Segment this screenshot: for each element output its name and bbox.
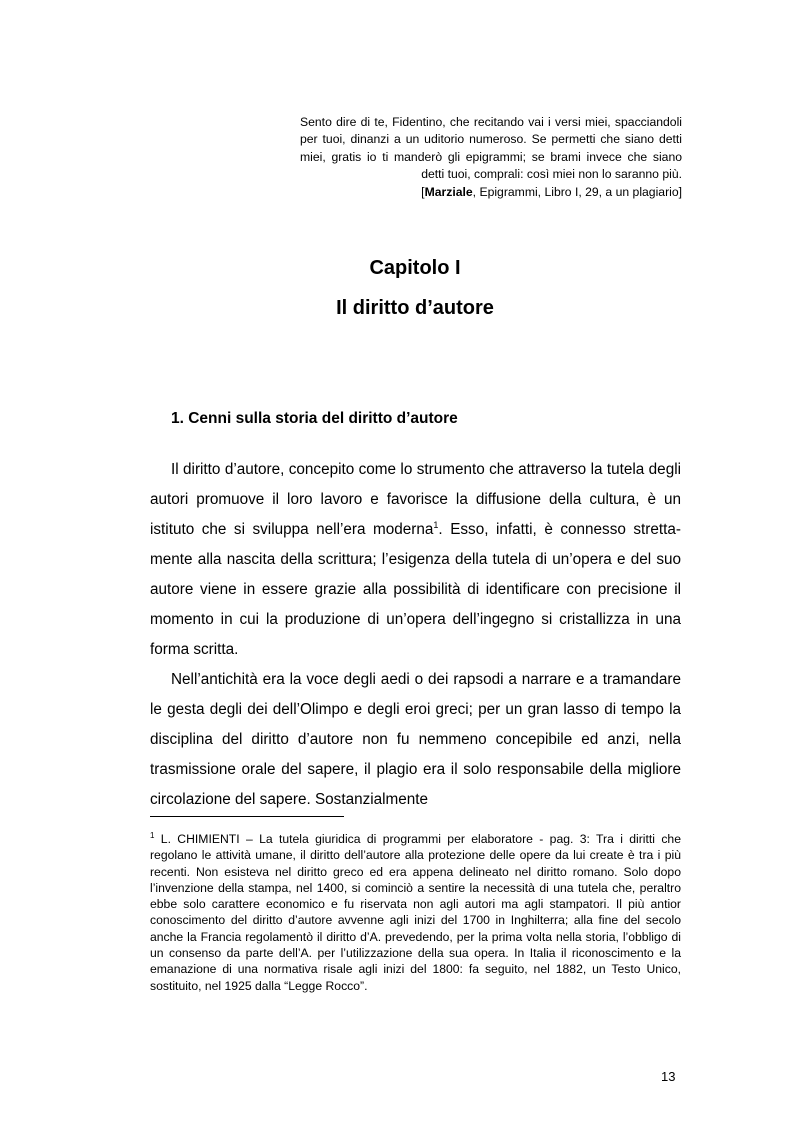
epigraph-author: Marziale: [424, 184, 473, 199]
epigraph-quote: Sento dire di te, Fidentino, che recitando vai i versi miei, spacciandoli per tuoi, dinanzi a un uditorio numeroso. Se permetti che siano detti miei, gratis io ti manderò gli epigrammi; se brami invece che siano detti tuoi, comprali: così miei non lo saranno più.: [300, 115, 682, 182]
footnote-separator: [150, 816, 344, 817]
paragraph-2: Nell’antichità era la voce degli aedi o dei rapsodi a narrare e a tramandare le gesta degli dei dell’Olimpo e degli eroi greci; per un gran lasso di tempo la disciplina del diritto d’autore non fu nemmeno concepibile ed anzi, nella trasmissione orale del sapere, il plagio era il solo responsabile della migliore circolazione del sapere. Sostanzialmente: [150, 671, 681, 808]
footnote-text: L. CHIMIENTI – La tutela giuridica di programmi per elaboratore - pag. 3: Tra i diritti che regolano le attività umane, il diritto dell’autore alla protezione delle opere da lui create è tra i più recenti. Non esisteva nel diritto greco ed era appena delineato nel diritto romano. Solo dopo l’invenzione della stampa, nel 1400, si cominciò a sentire la necessità di una tutela che, peraltro ebbe solo carattere economico e fu riservata non agli autori ma agli stampatori. Il più antior conoscimento del diritto d’autore avvenne agli inizi del 1700 in Inghilterra; alla fine del secolo anche la Francia regolamentò il diritto d’A. prevedendo, per la prima volta nella storia, l’obbligo di un consenso da parte dell’A. per l’utilizzazione della sua opera. In Italia il riconoscimento e la emanazione di una normativa risale agli inizi del 1800: fa seguito, nel 1882, un Testo Unico, sostituito, nel 1925 dalla “Legge Rocco”.: [150, 832, 681, 993]
paragraph-1: [150, 455, 681, 665]
section-heading: 1. Cenni sulla storia del diritto d’autore: [171, 410, 458, 427]
epigraph: [300, 114, 682, 201]
footnote-reference: 1: [433, 519, 439, 530]
paragraph-1-end: . Esso, infatti, è connesso stretta-mente alla nascita della scrittura; l’esigenza della tutela di un’opera e del suo autore viene in essere grazie alla possibilità di identificare con precisione il momento in cui la produzione di un’opera dell’ingegno si cristallizza in una forma scritta.: [150, 521, 681, 658]
body-text: [150, 455, 681, 815]
epigraph-source-rest: , Epigrammi, Libro I, 29, a un plagiario]: [472, 184, 682, 199]
chapter-title: Il diritto d’autore: [336, 297, 494, 319]
chapter-number: Capitolo I: [369, 257, 461, 279]
page-number: 13: [661, 1069, 676, 1084]
footnote-marker: 1: [150, 830, 155, 840]
epigraph-source: [300, 184, 682, 201]
epigraph-source-open: [: [421, 184, 425, 199]
paragraph-1-start: Il diritto d’autore, concepito come lo strumento che attraverso la tutela degli autori promuove il loro lavoro e favorisce la diffusione della cultura, è un istituto che si sviluppa nell’era moderna: [150, 461, 681, 538]
footnote: [150, 831, 681, 994]
